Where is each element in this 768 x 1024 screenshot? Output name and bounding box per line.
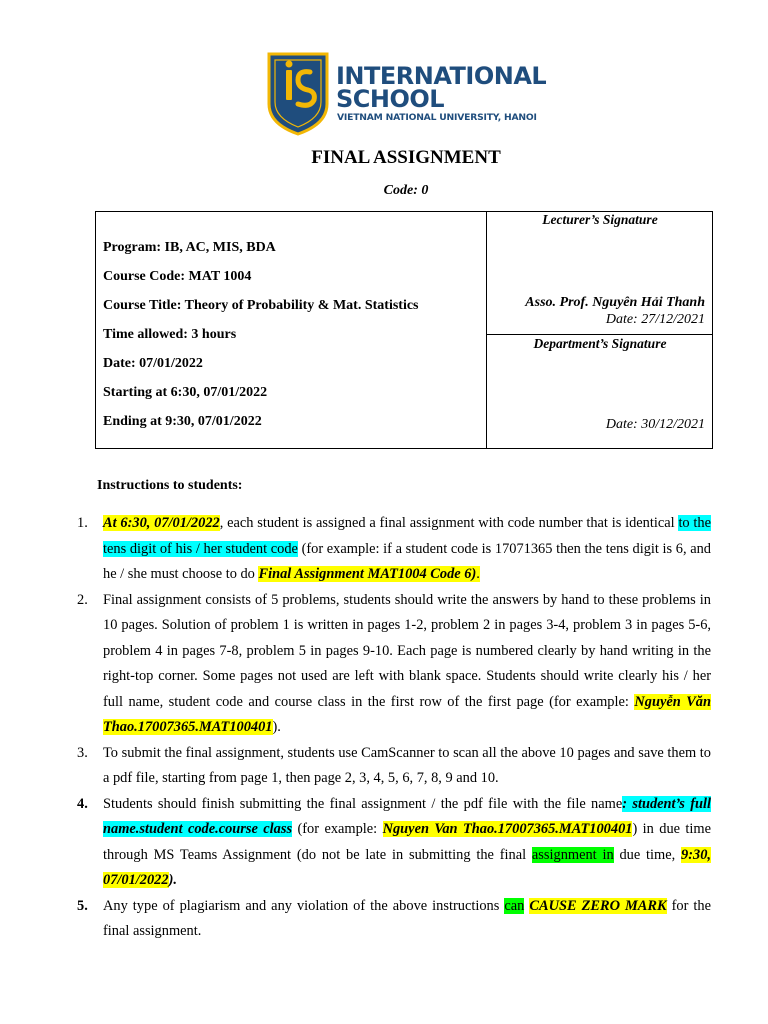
instruction-item: [75, 511, 711, 588]
instruction-text: At 6:30, 07/01/2022: [103, 515, 220, 531]
program-field: Program: IB, AC, MIS, BDA: [103, 240, 276, 255]
document-title: FINAL ASSIGNMENT: [311, 147, 501, 168]
logo-text-international: INTERNATIONAL: [336, 62, 547, 90]
school-logo: [266, 52, 556, 136]
department-signature-heading: Department’s Signature: [533, 336, 667, 351]
instruction-text: .: [476, 566, 480, 582]
instruction-text: due time,: [613, 846, 682, 863]
instruction-text: : student’s full name.student code.course class: [103, 795, 711, 837]
instruction-number: 4.: [77, 795, 88, 812]
lecturer-signature-date: Date: 27/12/2021: [605, 312, 705, 327]
logo-text-university: VIETNAM NATIONAL UNIVERSITY, HANOI: [337, 112, 537, 123]
assignment-code: Code: 0: [383, 183, 429, 198]
instruction-text: Final assignment consists of 5 problems, students should write the answers by hand to these problems in 10 pages. Solution of problem 1 is written in pages 1-2, problem 2 in pages 3-4, problem 3 in pages 5-6, problem 4 in pages 7-8, problem 5 in pages 9-10. Each page is numbered clearly by hand writing in the right-top corner. Some pages not used are left with blank space. Students should write clearly his / her full name, student code and course class in the first row of the first page (for example:: [103, 591, 711, 710]
instruction-text: ).: [272, 719, 281, 735]
instruction-text: ).: [168, 872, 177, 888]
instruction-text: for the final assignment.: [103, 897, 712, 939]
course-title-field: Course Title: Theory of Probability & Mat. Statistics: [103, 298, 419, 313]
table-divider-horizontal: [486, 334, 713, 335]
start-time-field: Starting at 6:30, 07/01/2022: [103, 385, 268, 400]
instruction-number: 3.: [77, 744, 88, 761]
instruction-text: Students should finish submitting the final assignment / the pdf file with the file name: [103, 795, 623, 812]
instructions-list: [75, 511, 711, 945]
logo-text-school: SCHOOL: [336, 85, 445, 113]
lecturer-signature-heading: Lecturer’s Signature: [542, 212, 658, 227]
instruction-text: to the tens digit of his / her student code: [103, 515, 712, 557]
end-time-field: Ending at 9:30, 07/01/2022: [103, 414, 262, 429]
instructions-heading: Instructions to students:: [97, 478, 243, 493]
instruction-text: Nguyễn Văn Thao.17007365.MAT100401: [103, 693, 711, 735]
instruction-text: To submit the final assignment, students use CamScanner to scan all the above 10 pages and save them to a pdf file, starting from page 1, then page 2, 3, 4, 5, 6, 7, 8, 9 and 10.: [103, 744, 711, 786]
instruction-text: CAUSE ZERO MARK: [529, 897, 667, 914]
instruction-item: [75, 741, 711, 792]
course-code-field: Course Code: MAT 1004: [103, 269, 252, 284]
instruction-item: [75, 792, 711, 894]
instruction-text: , each student is assigned a final assignment with code number that is identical: [219, 515, 679, 531]
table-divider-vertical: [486, 212, 487, 448]
school-shield-icon: [266, 52, 330, 136]
instruction-text: ) in due time through MS Teams Assignment (do not be late in submitting the final: [103, 821, 711, 863]
instruction-text: Final Assignment MAT1004 Code 6): [258, 566, 477, 582]
instruction-number: 2.: [77, 591, 88, 608]
instruction-number: 5.: [77, 897, 88, 914]
department-signature-date: Date: 30/12/2021: [605, 417, 705, 432]
course-info-table: [95, 211, 713, 449]
instruction-text: (for example:: [292, 821, 383, 837]
time-allowed-field: Time allowed: 3 hours: [103, 327, 237, 342]
instruction-text: assignment in: [531, 846, 614, 863]
instruction-number: 1.: [77, 515, 88, 531]
instruction-text: 9:30, 07/01/2022: [103, 846, 712, 888]
date-field: Date: 07/01/2022: [103, 356, 203, 371]
instruction-text: can: [504, 897, 525, 914]
instruction-text: (for example: if a student code is 17071365 then the tens digit is 6, and he / she must choose to do: [103, 540, 712, 582]
instruction-item: [75, 894, 711, 945]
lecturer-name: Asso. Prof. Nguyên Hải Thanh: [525, 295, 705, 310]
instruction-text: Any type of plagiarism and any violation of the above instructions: [103, 897, 505, 914]
instruction-item: [75, 588, 711, 741]
instruction-text: Nguyen Van Thao.17007365.MAT100401: [382, 821, 633, 837]
